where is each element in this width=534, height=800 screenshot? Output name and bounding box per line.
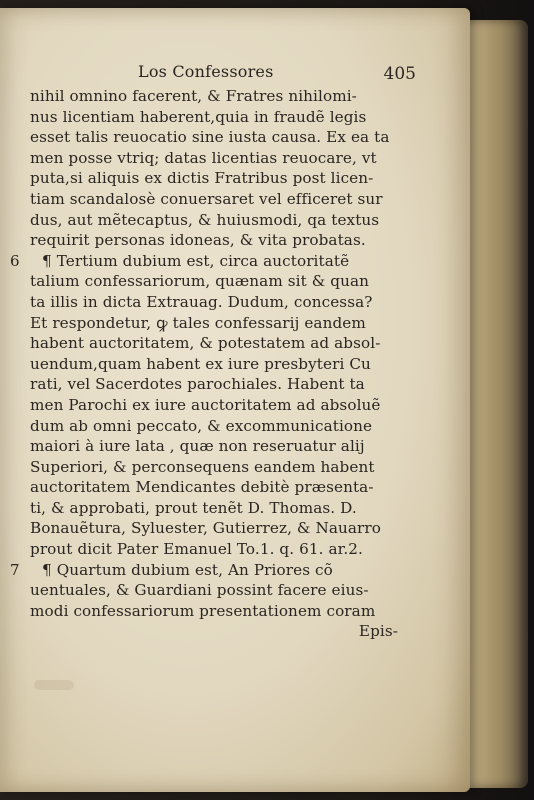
text-line <box>30 210 408 231</box>
margin-number: 6 <box>10 251 20 270</box>
text-line <box>30 395 408 416</box>
text-line-content: ta illis in dicta Extrauag. Dudum, concessa? <box>30 292 373 311</box>
page-number: 405 <box>383 64 416 84</box>
text-line <box>30 230 408 251</box>
text-line-content: auctoritatem Mendicantes debitè præsenta- <box>30 478 374 497</box>
text-line-content: Et respondetur, ꝙ tales confessarij eandem <box>30 313 366 332</box>
text-line <box>30 292 408 313</box>
text-line <box>30 271 408 292</box>
running-head <box>30 58 416 86</box>
text-line-content: men Parochi ex iure auctoritatem ad absoluẽ <box>30 395 381 414</box>
ink-smudge <box>34 680 74 690</box>
text-line-content: prout dicit Pater Emanuel To.1. q. 61. ar.2. <box>30 540 363 559</box>
text-line-content: Superiori, & perconsequens eandem habent <box>30 457 375 476</box>
text-line-content: esset talis reuocatio sine iusta causa. Ex ea ta <box>30 128 390 147</box>
running-head-title: Los Confessores <box>138 62 274 81</box>
text-line <box>30 477 408 498</box>
text-line <box>30 127 408 148</box>
text-line <box>30 107 408 128</box>
text-line-content: ¶ Quartum dubium est, An Priores cõ <box>42 560 333 579</box>
text-line <box>30 436 408 457</box>
text-line <box>30 601 408 622</box>
text-line <box>30 189 408 210</box>
text-line <box>30 539 408 560</box>
text-line <box>30 333 408 354</box>
text-line-content: talium confessariorum, quænam sit & quan <box>30 272 370 291</box>
text-line <box>10 560 408 581</box>
text-line <box>30 354 408 375</box>
text-line-content: dus, aut mẽtecaptus, & huiusmodi, qa textus <box>30 210 380 229</box>
text-line-content: Bonauẽtura, Syluester, Gutierrez, & Nauarro <box>30 519 382 538</box>
text-line <box>30 498 408 519</box>
text-line-content: requirit personas idoneas, & vita probatas. <box>30 231 366 250</box>
text-line-content: uentuales, & Guardiani possint facere eius- <box>30 581 369 600</box>
text-line-content: rati, vel Sacerdotes parochiales. Habent ta <box>30 375 365 394</box>
text-line-content: nihil omnino facerent, & Fratres nihilomi- <box>30 87 357 105</box>
text-line-content: dum ab omni peccato, & excommunicatione <box>30 416 373 435</box>
text-line <box>30 148 408 169</box>
text-line-content: uendum,quam habent ex iure presbyteri Cu <box>30 354 371 373</box>
book-page <box>0 8 470 792</box>
text-line-content: ti, & approbati, prout tenẽt D. Thomas. D. <box>30 498 357 517</box>
body-text <box>10 86 408 642</box>
text-line-content: modi confessariorum presentationem coram <box>30 601 376 620</box>
text-line <box>30 86 408 107</box>
text-line-content: habent auctoritatem, & potestatem ad absol- <box>30 334 381 353</box>
text-line-content: tiam scandalosè conuersaret vel efficeret sur <box>30 189 383 208</box>
text-line <box>10 251 408 272</box>
text-line-content: nus licentiam haberent,quia in fraudẽ legis <box>30 107 367 126</box>
text-line <box>30 416 408 437</box>
catchword: Epis- <box>358 622 398 641</box>
text-line <box>30 374 408 395</box>
text-line-content: puta,si aliquis ex dictis Fratribus post licen- <box>30 169 374 188</box>
text-line <box>30 518 408 539</box>
margin-number: 7 <box>10 560 20 579</box>
text-line <box>30 457 408 478</box>
text-line <box>30 580 408 601</box>
text-line <box>30 313 408 334</box>
text-line-content: ¶ Tertium dubium est, circa auctoritatẽ <box>42 251 350 270</box>
text-line-content: maiori à iure lata , quæ non reseruatur alij <box>30 437 365 456</box>
page-text-block <box>10 58 416 642</box>
text-line <box>30 168 408 189</box>
text-line-content: men posse vtriq; datas licentias reuocare, vt <box>30 148 377 167</box>
